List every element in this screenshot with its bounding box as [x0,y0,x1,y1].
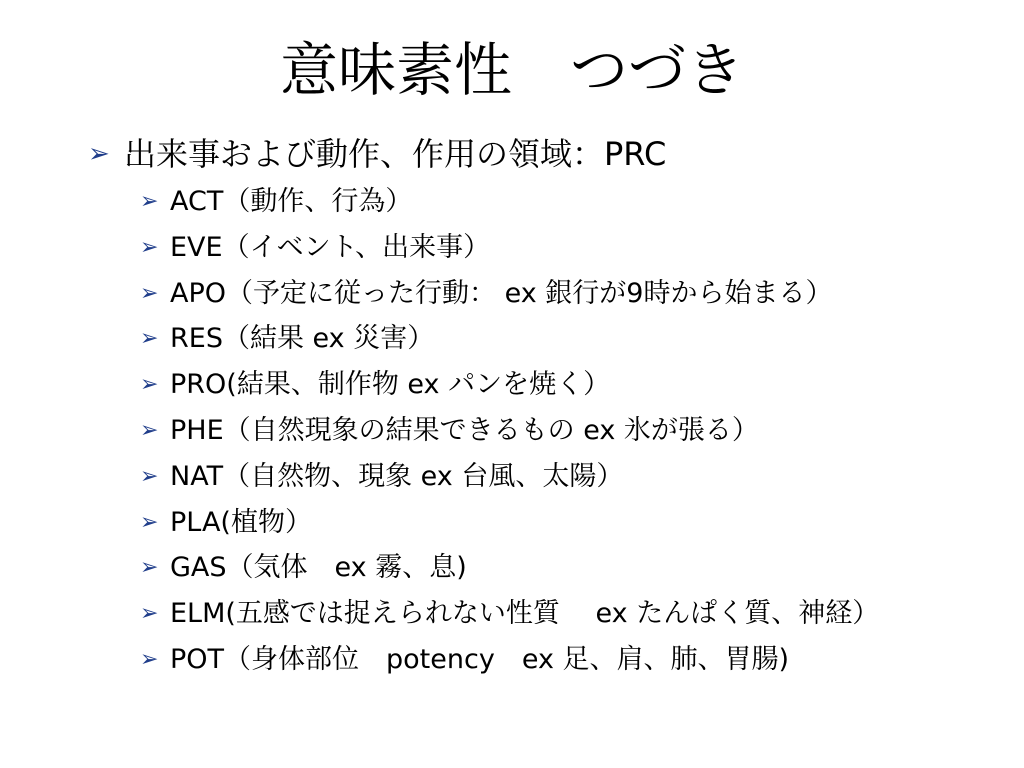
list-item-text: RES（結果 ex 災害） [170,323,435,355]
sub-list-container [88,184,968,677]
list-item-text: PLA(植物） [170,506,312,538]
list-item-text: POT（身体部位 potency ex 足、肩、肺、胃腸) [170,643,790,675]
arrow-bullet-icon: ➢ [140,280,159,306]
list-item-text: GAS（気体 ex 霧、息) [170,552,467,584]
list-item [140,459,968,494]
arrow-bullet-icon: ➢ [140,646,159,672]
list-item-text: EVE（イベント、出来事） [170,231,491,263]
arrow-bullet-icon: ➢ [140,463,159,489]
sub-bullet-list [88,184,968,688]
list-item-text: PRO(結果、制作物 ex パンを焼く） [170,369,611,401]
arrow-bullet-icon: ➢ [140,189,159,214]
main-bullet [88,132,968,176]
arrow-bullet-icon: ➢ [140,234,159,260]
list-item [140,596,968,631]
arrow-bullet-icon: ➢ [140,326,159,352]
arrow-bullet-icon: ➢ [140,555,159,581]
arrow-bullet-icon: ➢ [140,372,159,398]
slide-title: 意味素性 つづき [279,36,744,104]
list-item [140,642,968,677]
bullet-list [88,132,968,180]
list-item [140,550,968,585]
arrow-bullet-icon: ➢ [140,417,159,443]
list-item [140,184,968,219]
list-item [140,413,968,448]
list-item [140,230,968,265]
sub-list [88,184,968,677]
list-item-text: ACT（動作、行為） [170,186,413,217]
list-item [140,321,968,356]
list-item [140,367,968,402]
list-item [140,276,968,311]
list-item-text: APO（予定に従った行動： ex 銀行が9時から始まる） [170,277,833,309]
arrow-bullet-icon: ➢ [140,601,159,627]
list-item [140,505,968,540]
main-bullet-text: 出来事および動作、作用の領域：PRC [124,135,667,173]
list-item-text: PHE（自然現象の結果できるもの ex 氷が張る） [170,414,759,446]
list-item-text: NAT（自然物、現象 ex 台風、太陽） [170,460,624,492]
arrow-bullet-icon: ➢ [140,509,159,535]
arrow-bullet-icon: ➢ [88,139,110,169]
list-item-text: ELM(五感では捉えられない性質 ex たんぱく質、神経） [170,598,880,630]
